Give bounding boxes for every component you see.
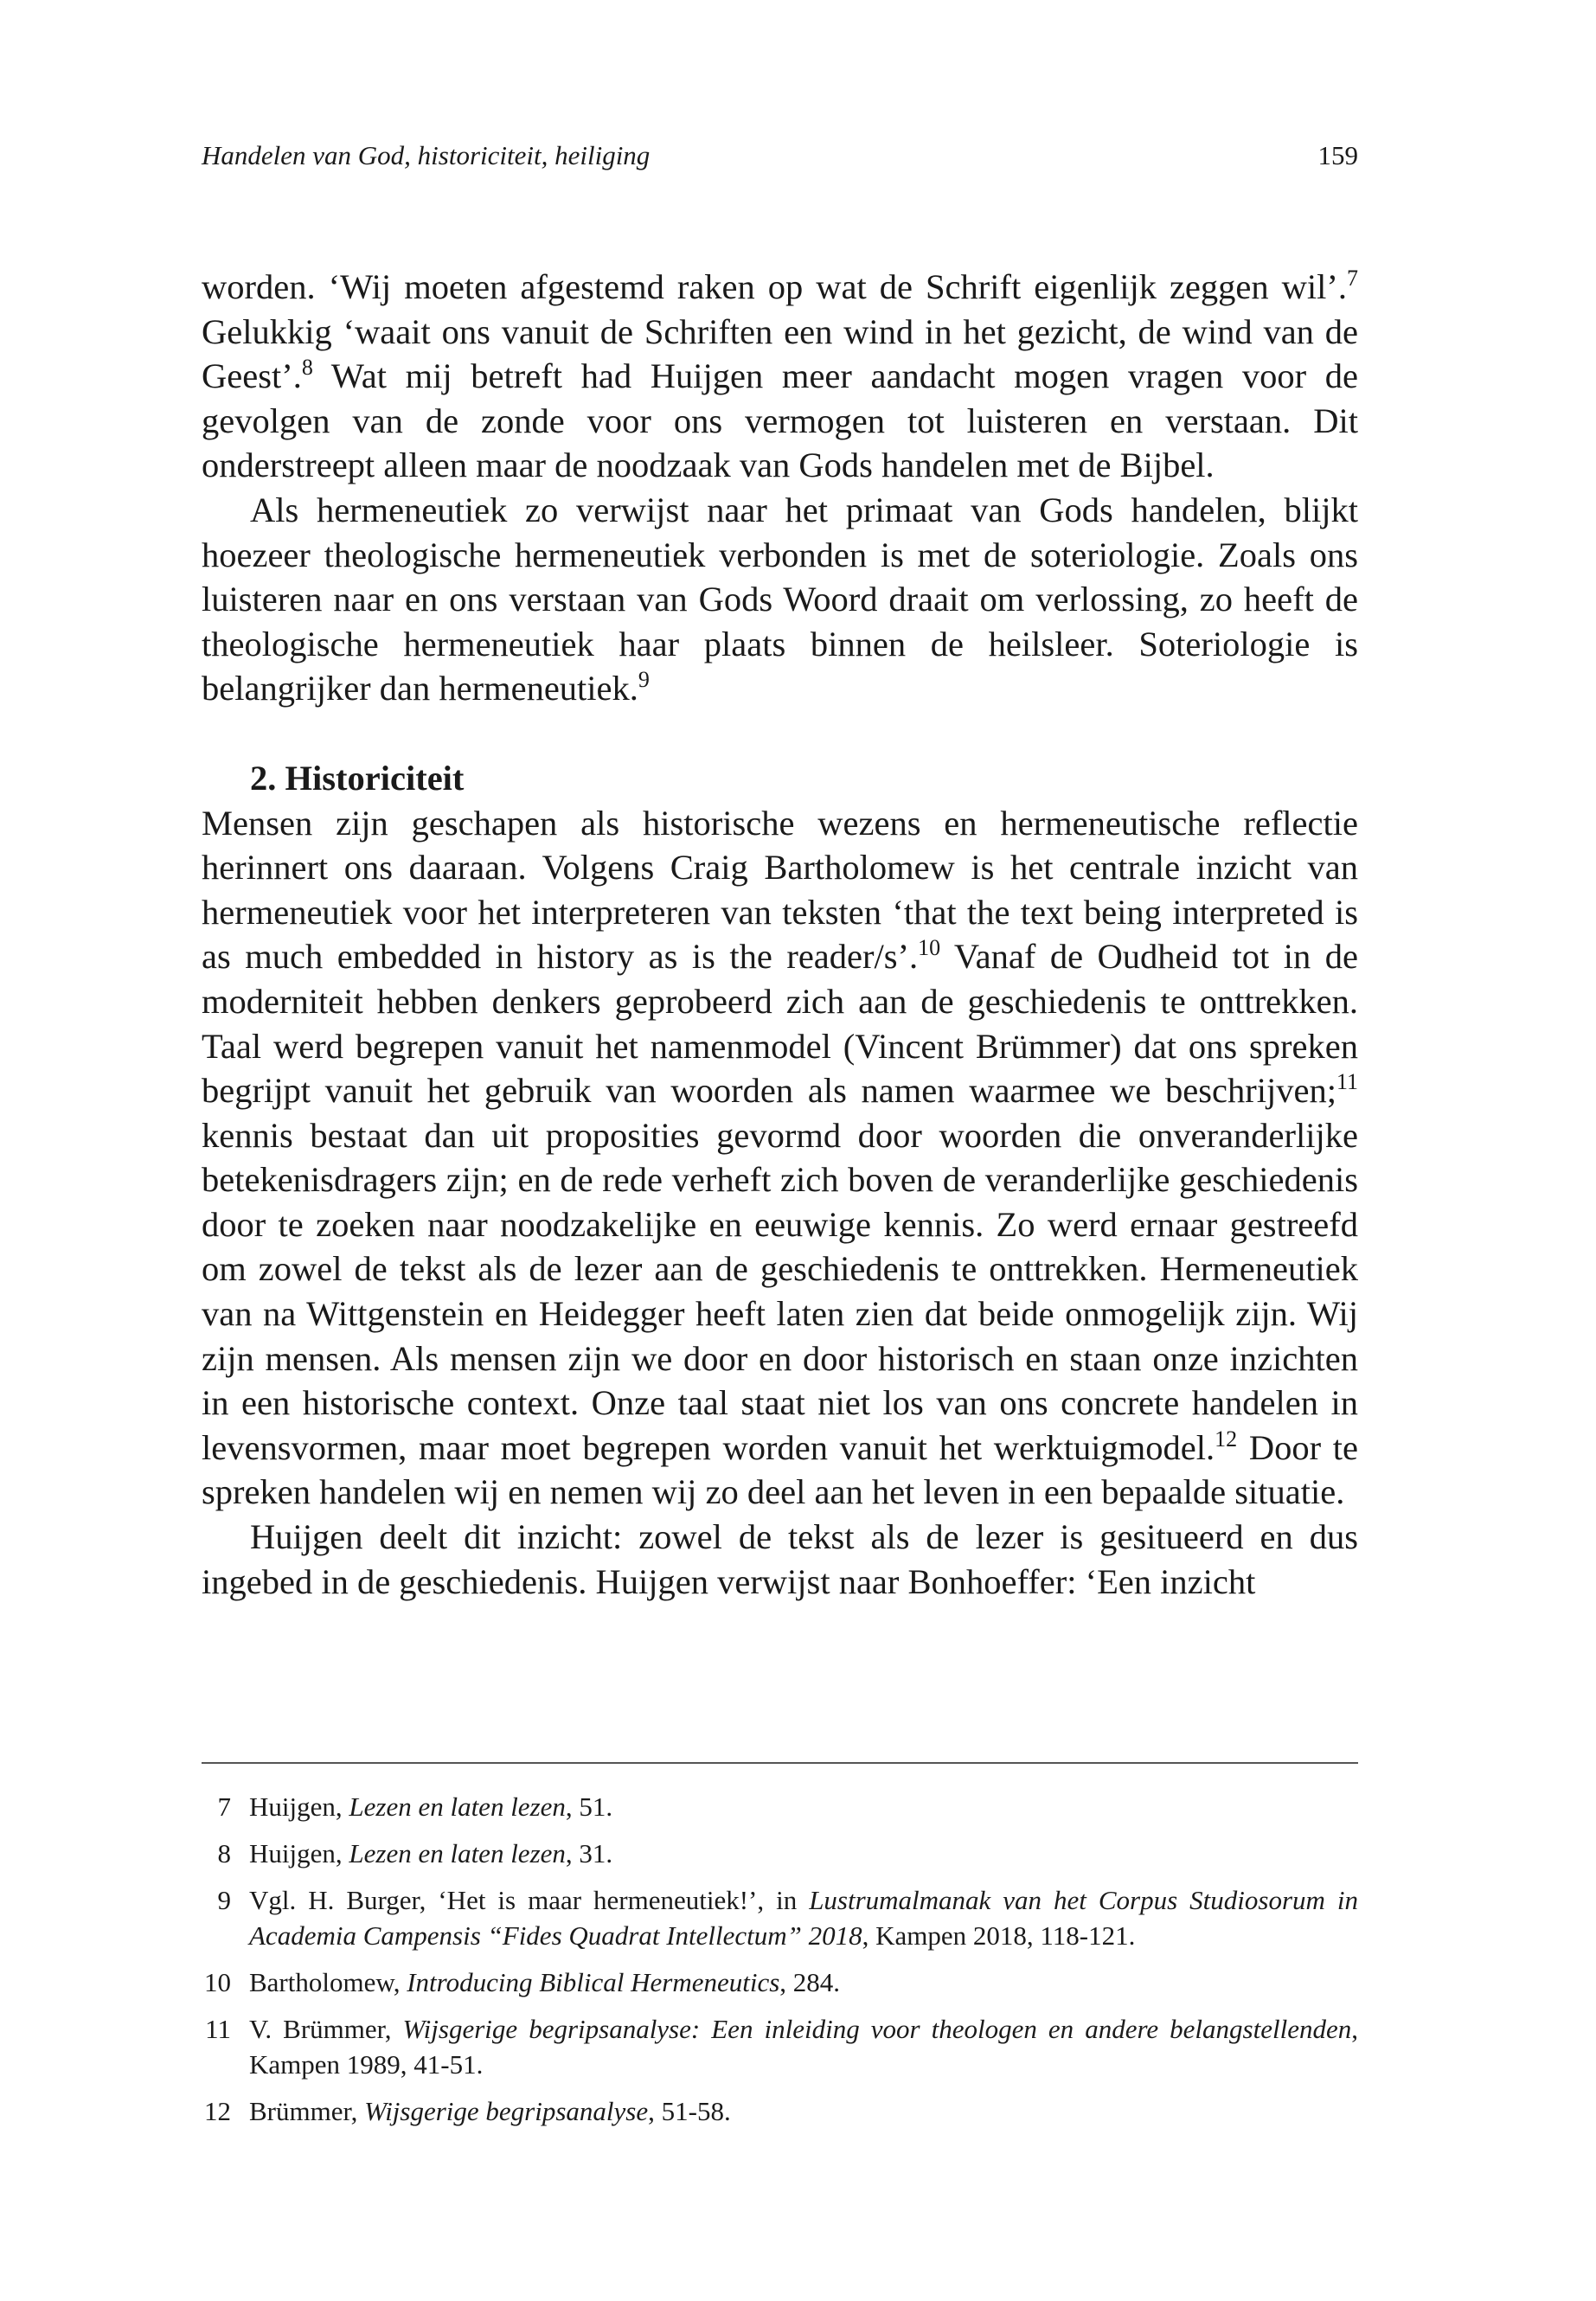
footnote-number: 10: [204, 1967, 231, 1997]
footnote-ref[interactable]: 8: [301, 355, 313, 381]
footnote: 10 Bartholomew, Introducing Biblical Hermeneutics, 284.: [202, 1965, 1358, 2000]
paragraph: Huijgen deelt dit inzicht: zowel de tekst als de lezer is gesitueerd en dus ingebed in de geschiedenis. Huijgen verwijst naar Bonhoeffer: ‘Een inzicht: [202, 1517, 1358, 1601]
footnote-number: 12: [204, 2096, 231, 2126]
paragraph: worden. ‘Wij moeten afgestemd raken op wat de Schrift eigenlijk zeggen wil’.$^7$ Gelukkig ‘waait ons vanuit de Schriften een wind in het gezicht, de wind van de Geest’.$^8$ Wat mij betreft had Huijgen meer aandacht mogen vragen voor de gevolgen van de zonde voor ons vermogen tot luisteren en verstaan. Dit onderstreept alleen maar de noodzaak van Gods handelen met de Bijbel.: [202, 266, 1358, 485]
footnote-ref[interactable]: 11: [1336, 1069, 1358, 1095]
main-text: [202, 265, 1358, 1604]
footnote-number: 8: [217, 1838, 231, 1868]
footnote: 7 Huijgen, Lezen en laten lezen, 51.: [202, 1789, 1358, 1824]
footnote: 11 V. Brümmer, Wijsgerige begripsanalyse: Een inleiding voor theologen en andere belangstellenden, Kampen 1989, 41-51.: [202, 2011, 1358, 2082]
page-number: 159: [1317, 140, 1358, 170]
footnote-ref[interactable]: 12: [1215, 1426, 1238, 1452]
running-header: [202, 138, 1358, 173]
footnote-number: 9: [217, 1885, 231, 1915]
footnote-ref[interactable]: 7: [1347, 266, 1358, 291]
footnote-divider: [202, 1762, 1358, 1764]
footnote-number: 11: [205, 2014, 231, 2044]
paragraph: Als hermeneutiek zo verwijst naar het primaat van Gods handelen, blijkt hoezeer theologische hermeneutiek verbonden is met de soteriologie. Zoals ons luisteren naar en ons verstaan van Gods Woord draait om verlossing, zo heeft de theologische hermeneutiek haar plaats binnen de heilsleer. Soteriologie is belangrijker dan hermeneutiek.$^9$: [202, 490, 1358, 708]
paragraph: Mensen zijn geschapen als historische wezens en hermeneutische reflectie herinnert ons daaraan. Volgens Craig Bartholomew is het centrale inzicht van hermeneutiek voor het interpreteren van teksten ‘that the text being interpreted is as much embedded in history as is the reader/s’.$^{10}$ Vanaf de Oudheid tot in de moderniteit hebben denkers geprobeerd zich aan de geschiedenis te onttrekken. Taal werd begrepen vanuit het namenmodel (Vincent Brümmer) dat ons spreken begrijpt vanuit het gebruik van woorden als namen waarmee we beschrijven;$^{11}$ kennis bestaat dan uit proposities gevormd door woorden die onveranderlijke betekenisdragers zijn; en de rede verheft zich boven de veranderlijke geschiedenis door te zoeken naar noodzakelijke en eeuwige kennis. Zo werd ernaar gestreefd om zowel de tekst als de lezer aan de geschiedenis te onttrekken. Hermeneutiek van na Wittgenstein en Heidegger heeft laten zien dat beide onmogelijk zijn. Wij zijn mensen. Als mensen zijn we door en door historisch en staan onze inzichten in een historische context. Onze taal staat niet los van ons concrete handelen in levensvormen, maar moet begrepen worden vanuit het werktuigmodel.$^{12}$ Door te spreken handelen wij en nemen wij zo deel aan het leven in een bepaalde situatie.: [202, 803, 1358, 1512]
running-title: Handelen van God, historiciteit, heiliging: [202, 140, 651, 170]
footnote-number: 7: [217, 1791, 231, 1822]
footnote-ref[interactable]: 10: [918, 935, 941, 961]
footnotes: [202, 1789, 1358, 2140]
section-heading: 2. Historiciteit: [250, 758, 465, 798]
footnote: 12 Brümmer, Wijsgerige begripsanalyse, 51-58.: [202, 2093, 1358, 2129]
footnote: 9 Vgl. H. Burger, ‘Het is maar hermeneutiek!’, in Lustrumalmanak van het Corpus Studiosorum in Academia Campensis “Fides Quadrat Intellectum” 2018, Kampen 2018, 118-121.: [202, 1882, 1358, 1953]
footnote: 8 Huijgen, Lezen en laten lezen, 31.: [202, 1836, 1358, 1871]
footnote-ref[interactable]: 9: [638, 667, 650, 693]
